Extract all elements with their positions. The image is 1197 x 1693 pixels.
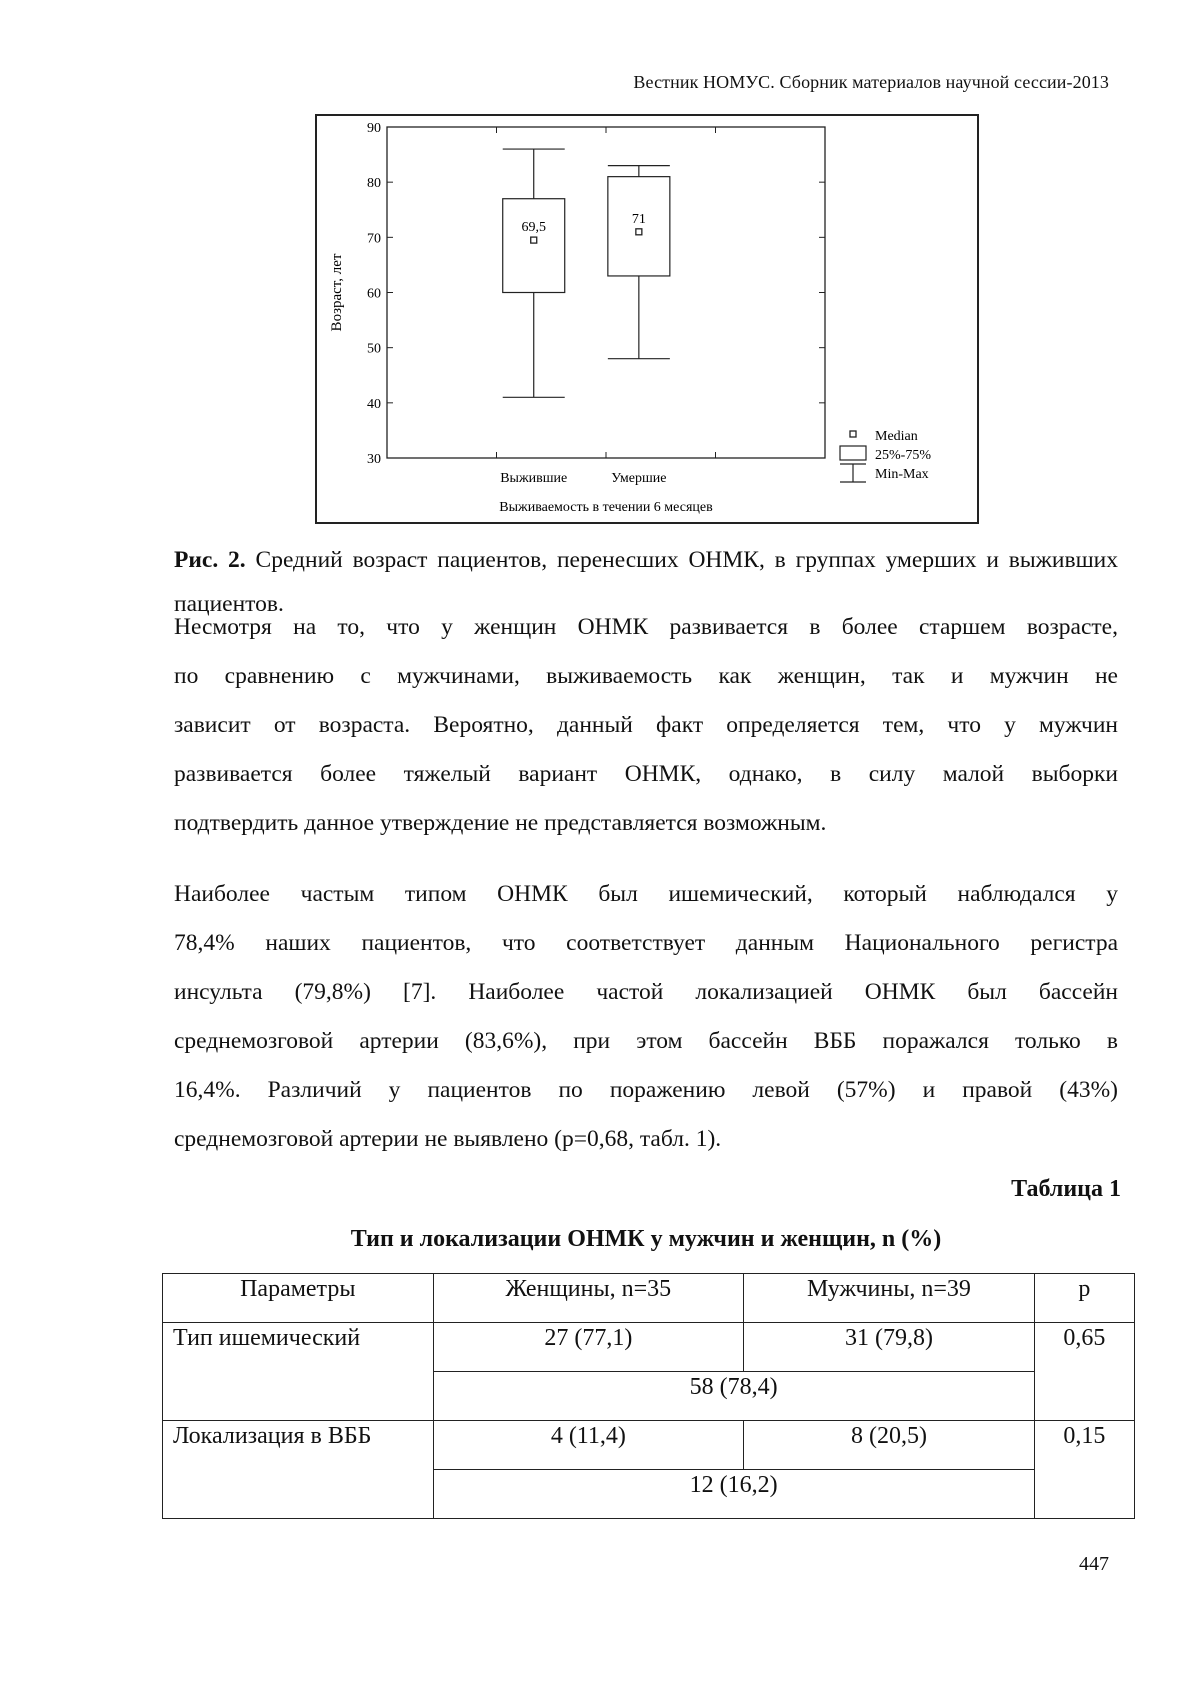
x-category-label: Умершие bbox=[611, 471, 667, 486]
table-label: Таблица 1 bbox=[1011, 1176, 1121, 1202]
y-tick-label: 40 bbox=[367, 396, 381, 412]
paragraph-line: зависит от возраста. Вероятно, данный факт определяется тем, что у мужчин bbox=[174, 712, 1118, 738]
row-men-cell: 8 (20,5) bbox=[744, 1421, 1035, 1470]
median-label: 71 bbox=[631, 211, 646, 227]
paragraph-line: развивается более тяжелый вариант ОНМК, однако, в силу малой выборки bbox=[174, 761, 1118, 787]
row-p-cell: 0,15 bbox=[1034, 1421, 1134, 1519]
row-women-cell: 4 (11,4) bbox=[433, 1421, 744, 1470]
header-cell-men: Мужчины, n=39 bbox=[744, 1274, 1035, 1323]
legend-median-label: Median bbox=[875, 429, 918, 444]
paragraph-line: 78,4% наших пациентов, что соответствует данным Национального регистра bbox=[174, 930, 1118, 956]
table-row bbox=[163, 1421, 1135, 1470]
running-title: Вестник НОМУС. Сборник материалов научной сессии-2013 bbox=[633, 72, 1109, 92]
paragraph-line: Несмотря на то, что у женщин ОНМК развивается в более старшем возрасте, bbox=[174, 614, 1118, 640]
figure-boxplot bbox=[315, 114, 979, 524]
paragraph-1 bbox=[174, 603, 1118, 848]
iqr-box bbox=[503, 199, 565, 293]
row-total-cell: 12 (16,2) bbox=[433, 1470, 1034, 1519]
y-tick-label: 30 bbox=[367, 452, 381, 467]
legend-box-icon bbox=[840, 446, 866, 460]
row-men-cell: 31 (79,8) bbox=[744, 1323, 1035, 1372]
row-total-cell: 58 (78,4) bbox=[433, 1372, 1034, 1421]
table-title: Тип и локализации ОНМК у мужчин и женщин, n (%) bbox=[350, 1226, 942, 1252]
paragraph-line: среднемозговой артерии не выявлено (p=0,68, табл. 1). bbox=[174, 1126, 722, 1152]
page-number: 447 bbox=[1079, 1553, 1109, 1575]
caption-label: Рис. 2. bbox=[174, 547, 246, 573]
plot-area-frame bbox=[387, 127, 825, 458]
row-p-cell: 0,65 bbox=[1034, 1323, 1134, 1421]
y-tick-label: 70 bbox=[367, 231, 381, 247]
paragraph-line: инсульта (79,8%) [7]. Наиболее частой локализацией ОНМК был бассейн bbox=[174, 979, 1118, 1005]
paragraph-line: по сравнению с мужчинами, выживаемость как женщин, так и мужчин не bbox=[174, 663, 1118, 689]
table-header-row bbox=[163, 1274, 1135, 1323]
legend-whisker-label: Min-Max bbox=[875, 467, 929, 482]
median-label: 69,5 bbox=[521, 220, 546, 236]
x-category-label: Выжившие bbox=[500, 471, 568, 486]
header-cell-params: Параметры bbox=[163, 1274, 434, 1323]
y-tick-label: 50 bbox=[367, 341, 381, 357]
legend-box-label: 25%-75% bbox=[875, 448, 931, 463]
y-tick-label: 60 bbox=[367, 286, 381, 302]
header-cell-women: Женщины, n=35 bbox=[433, 1274, 744, 1323]
paragraph-line: среднемозговой артерии (83,6%), при этом бассейн ВББ поражался только в bbox=[174, 1028, 1118, 1054]
y-tick-label: 90 bbox=[367, 121, 381, 136]
caption-text: Средний возраст пациентов, перенесших ОНМК, в группах умерших и выживших пациентов. bbox=[174, 547, 1119, 617]
x-axis-title: Выживаемость в течении 6 месяцев bbox=[499, 500, 713, 515]
paragraph-line: Наиболее частым типом ОНМК был ишемический, который наблюдался у bbox=[174, 881, 1118, 907]
data-table bbox=[162, 1273, 1135, 1519]
paragraph-line: подтвердить данное утверждение не представляется возможным. bbox=[174, 810, 827, 836]
table-row bbox=[163, 1323, 1135, 1372]
y-tick-label: 80 bbox=[367, 176, 381, 192]
median-marker bbox=[636, 229, 642, 235]
paragraph-2 bbox=[174, 870, 1118, 1164]
boxplot-chart bbox=[317, 116, 981, 526]
paragraph-line: 16,4%. Различий у пациентов по поражению левой (57%) и правой (43%) bbox=[174, 1077, 1118, 1103]
y-axis-title: Возраст, лет bbox=[329, 253, 345, 332]
header-cell-p: p bbox=[1034, 1274, 1134, 1323]
legend-median-icon bbox=[850, 431, 856, 437]
row-women-cell: 27 (77,1) bbox=[433, 1323, 744, 1372]
row-param-cell: Тип ишемический bbox=[163, 1323, 434, 1421]
row-param-cell: Локализация в ВББ bbox=[163, 1421, 434, 1519]
median-marker bbox=[531, 237, 537, 243]
